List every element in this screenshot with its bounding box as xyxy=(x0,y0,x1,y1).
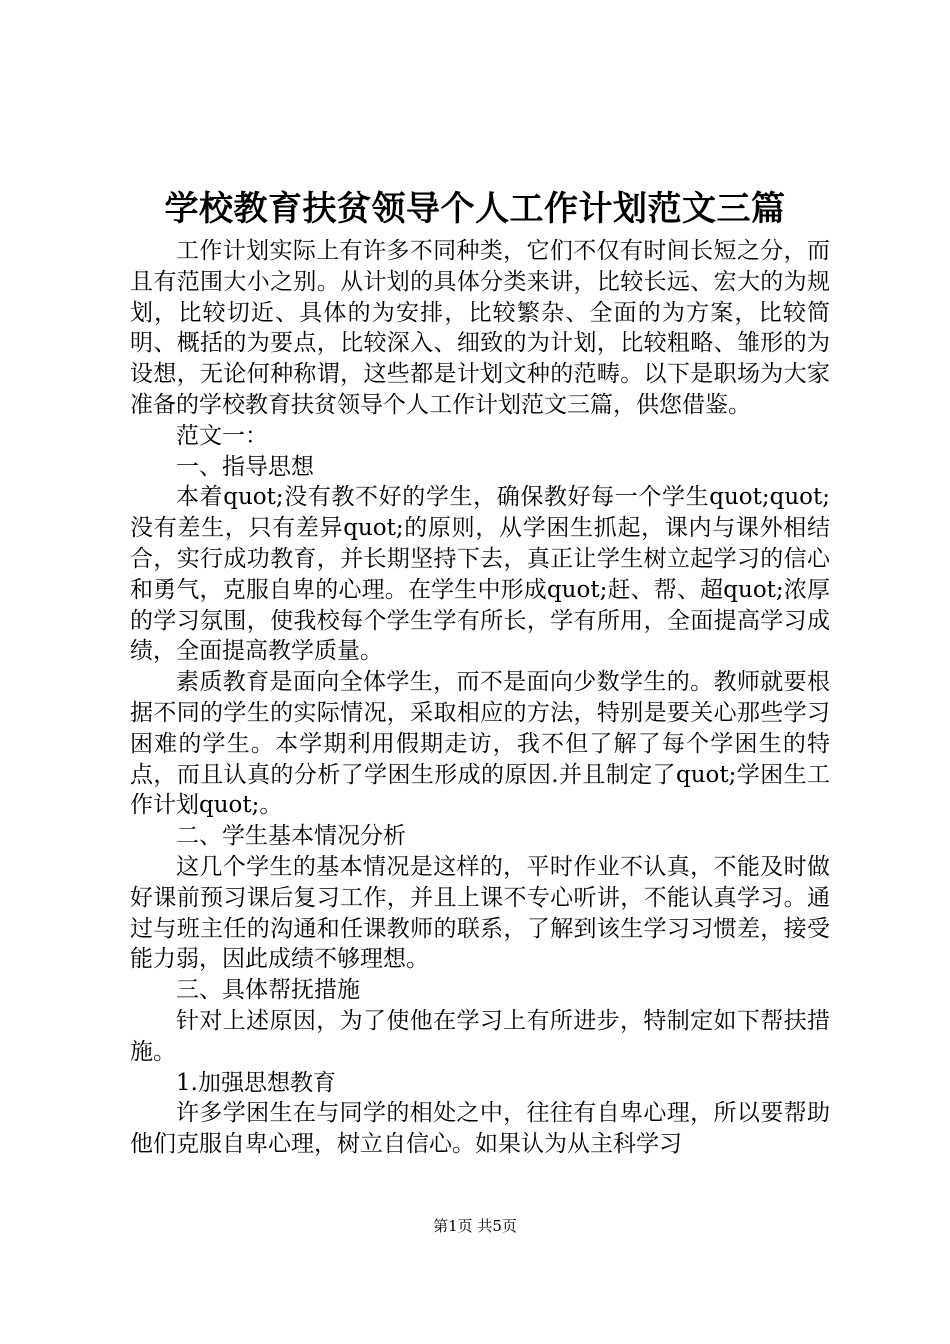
intro-paragraph: 工作计划实际上有许多不同种类，它们不仅有时间长短之分，而且有范围大小之别。从计划的具体分类来讲，比较长远、宏大的为规划，比较切近、具体的为安排，比较繁杂、全面的为方案，比较简明、概括的为要点，比较深入、细致的为计划，比较粗略、雏形的为设想，无论何种称谓，这些都是计划文种的范畴。以下是职场为大家准备的学校教育扶贫领导个人工作计划范文三篇，供您借鉴。 xyxy=(130,238,830,418)
heading-student-analysis: 二、学生基本情况分析 xyxy=(176,823,406,850)
paragraph-self-confidence: 许多学困生在与同学的相处之中，往往有自卑心理，所以要帮助他们克服自卑心理，树立自信心。如果认为从主科学习 xyxy=(130,1100,830,1158)
page-title: 学校教育扶贫领导个人工作计划范文三篇 xyxy=(164,189,786,229)
heading-guiding-ideology: 一、指导思想 xyxy=(176,453,314,480)
heading-ideological-education: 1.加强思想教育 xyxy=(176,1069,336,1096)
paragraph-measures-intro: 针对上述原因，为了使他在学习上有所进步，特制定如下帮扶措施。 xyxy=(130,1007,830,1065)
paragraph-principle: 本着quot;没有教不好的学生，确保教好每一个学生quot;quot;没有差生，只有差异quot;的原则，从学困生抓起，课内与课外相结合，实行成功教育，并长期坚持下去，真正让学生树立起学习的信心和勇气，克服自卑的心理。在学生中形成quot;赶、帮、超quot;浓厚的学习氛围，使我校每个学生学有所长，学有所用，全面提高学习成绩，全面提高教学质量。 xyxy=(130,484,830,665)
heading-support-measures: 三、具体帮抚措施 xyxy=(176,977,360,1004)
section-label-sample-one: 范文一： xyxy=(176,422,268,449)
paragraph-quality-education: 素质教育是面向全体学生，而不是面向少数学生的。教师就要根据不同的学生的实际情况，采取相应的方法，特别是要关心那些学习困难的学生。本学期利用假期走访，我不但了解了每个学困生的特点，而且认真的分析了学困生形成的原因.并且制定了quot;学困生工作计划quot;。 xyxy=(130,669,830,819)
document-body xyxy=(130,236,830,1160)
page-footer: 第1页 共5页 xyxy=(433,1217,517,1235)
paragraph-student-situation: 这几个学生的基本情况是这样的，平时作业不认真，不能及时做好课前预习课后复习工作，并且上课不专心听讲，不能认真学习。通过与班主任的沟通和任课教师的联系，了解到该生学习习惯差，接受能力弱，因此成绩不够理想。 xyxy=(130,853,830,973)
